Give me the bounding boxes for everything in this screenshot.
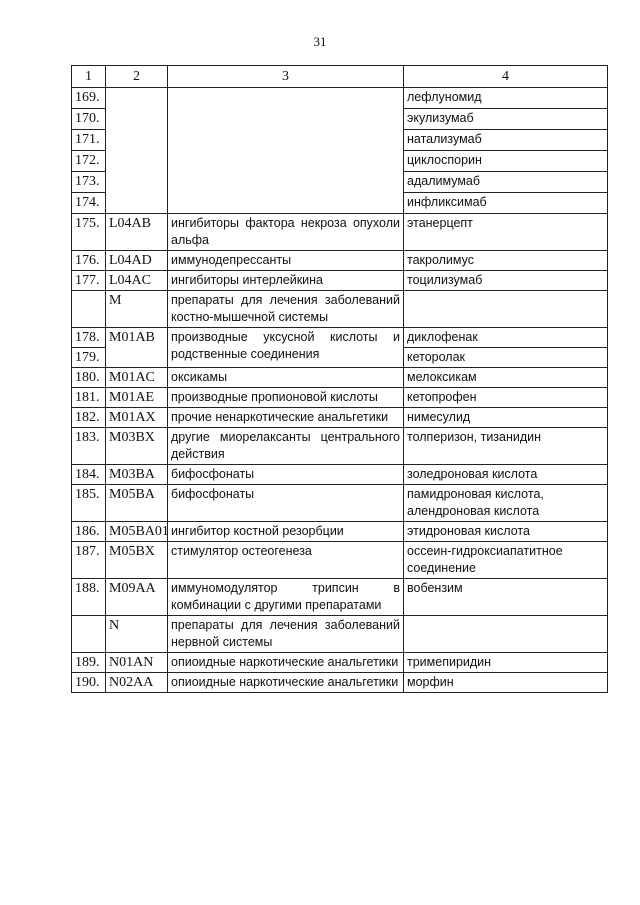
row-number: 171. <box>72 130 106 151</box>
atc-code: M01AX <box>106 408 168 428</box>
table-row <box>72 271 608 291</box>
atc-code: L04AB <box>106 214 168 251</box>
row-number: 189. <box>72 653 106 673</box>
table-row <box>72 368 608 388</box>
atc-code: M01AC <box>106 368 168 388</box>
row-number: 179. <box>72 348 106 368</box>
drug-name: лефлуномид <box>404 88 608 109</box>
table-row <box>72 88 608 109</box>
header-cell: 4 <box>404 66 608 88</box>
row-number: 169. <box>72 88 106 109</box>
row-number: 182. <box>72 408 106 428</box>
row-number: 181. <box>72 388 106 408</box>
pharma-group: ингибиторы фактора некроза опухоли альфа <box>168 214 404 251</box>
table-row <box>72 522 608 542</box>
pharma-group: стимулятор остеогенеза <box>168 542 404 579</box>
atc-code: N02AA <box>106 673 168 693</box>
drug-name: тоцилизумаб <box>404 271 608 291</box>
header-cell: 2 <box>106 66 168 88</box>
atc-code: M05BA01 <box>106 522 168 542</box>
row-number: 186. <box>72 522 106 542</box>
drug-name: золедроновая кислота <box>404 465 608 485</box>
page-number: 31 <box>313 34 327 49</box>
row-number: 183. <box>72 428 106 465</box>
atc-code: M03BA <box>106 465 168 485</box>
drug-name: натализумаб <box>404 130 608 151</box>
drug-name: нимесулид <box>404 408 608 428</box>
pharma-group: другие миорелаксанты центрального действия <box>168 428 404 465</box>
pharma-group: оксикамы <box>168 368 404 388</box>
row-number: 180. <box>72 368 106 388</box>
pharma-group: прочие ненаркотические анальгетики <box>168 408 404 428</box>
atc-code: M05BA <box>106 485 168 522</box>
drug-name: экулизумаб <box>404 109 608 130</box>
atc-code: N01AN <box>106 653 168 673</box>
drug-name: кетопрофен <box>404 388 608 408</box>
table-row <box>72 251 608 271</box>
table-row <box>72 388 608 408</box>
row-number: 176. <box>72 251 106 271</box>
table-header-row <box>72 66 608 88</box>
pharma-group: препараты для лечения заболеваний костно-мышечной системы <box>168 291 404 328</box>
drug-name: диклофенак <box>404 328 608 348</box>
drug-name: этанерцепт <box>404 214 608 251</box>
atc-code: M09AA <box>106 579 168 616</box>
table-row <box>72 673 608 693</box>
atc-code: N <box>106 616 168 653</box>
drug-name <box>404 291 608 328</box>
row-number: 187. <box>72 542 106 579</box>
table-row <box>72 328 608 348</box>
table-row <box>72 428 608 465</box>
pharma-group: опиоидные наркотические анальгетики <box>168 673 404 693</box>
drug-name: инфликсимаб <box>404 193 608 214</box>
drug-name: памидроновая кислота, алендроновая кислота <box>404 485 608 522</box>
row-number: 172. <box>72 151 106 172</box>
table-row <box>72 408 608 428</box>
table-row <box>72 485 608 522</box>
row-number <box>72 616 106 653</box>
atc-code: M01AE <box>106 388 168 408</box>
pharma-group: иммунодепрессанты <box>168 251 404 271</box>
atc-code: L04AD <box>106 251 168 271</box>
pharma-group: ингибиторы интерлейкина <box>168 271 404 291</box>
pharma-group: опиоидные наркотические анальгетики <box>168 653 404 673</box>
pharma-group: иммуномодулятор трипсин в комбинации с другими препаратами <box>168 579 404 616</box>
atc-code <box>106 88 168 214</box>
row-number: 174. <box>72 193 106 214</box>
row-number: 178. <box>72 328 106 348</box>
drug-classification-table <box>71 65 608 693</box>
row-number: 173. <box>72 172 106 193</box>
header-cell: 1 <box>72 66 106 88</box>
row-number <box>72 291 106 328</box>
row-number: 188. <box>72 579 106 616</box>
atc-code: L04AC <box>106 271 168 291</box>
drug-name: кеторолак <box>404 348 608 368</box>
table-row <box>72 616 608 653</box>
drug-name: морфин <box>404 673 608 693</box>
pharma-group: производные уксусной кислоты и родственные соединения <box>168 328 404 368</box>
atc-code: M03BX <box>106 428 168 465</box>
table-row <box>72 579 608 616</box>
row-number: 170. <box>72 109 106 130</box>
drug-name: мелоксикам <box>404 368 608 388</box>
drug-name: тримепиридин <box>404 653 608 673</box>
table-row <box>72 465 608 485</box>
pharma-group: препараты для лечения заболеваний нервной системы <box>168 616 404 653</box>
header-cell: 3 <box>168 66 404 88</box>
row-number: 184. <box>72 465 106 485</box>
row-number: 190. <box>72 673 106 693</box>
pharma-group: ингибитор костной резорбции <box>168 522 404 542</box>
atc-code: M05BX <box>106 542 168 579</box>
drug-name: оссеин-гидроксиапатитное соединение <box>404 542 608 579</box>
table-row <box>72 542 608 579</box>
drug-name: адалимумаб <box>404 172 608 193</box>
atc-code: M <box>106 291 168 328</box>
pharma-group: бифосфонаты <box>168 465 404 485</box>
pharma-group: производные пропионовой кислоты <box>168 388 404 408</box>
row-number: 185. <box>72 485 106 522</box>
pharma-group <box>168 88 404 214</box>
row-number: 177. <box>72 271 106 291</box>
row-number: 175. <box>72 214 106 251</box>
table-row <box>72 291 608 328</box>
drug-name: такролимус <box>404 251 608 271</box>
drug-name: толперизон, тизанидин <box>404 428 608 465</box>
table-row <box>72 653 608 673</box>
pharma-group: бифосфонаты <box>168 485 404 522</box>
drug-name: циклоспорин <box>404 151 608 172</box>
drug-name: этидроновая кислота <box>404 522 608 542</box>
table-row <box>72 214 608 251</box>
drug-name <box>404 616 608 653</box>
atc-code: M01AB <box>106 328 168 368</box>
drug-name: вобензим <box>404 579 608 616</box>
